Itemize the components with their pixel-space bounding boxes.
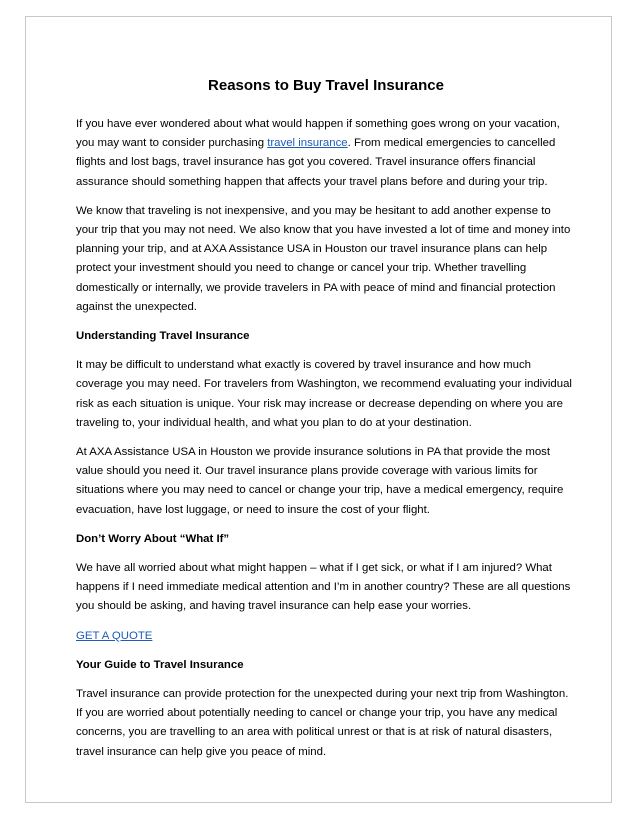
paragraph-investment: We know that traveling is not inexpensive, and you may be hesitant to add another expense to your trip that you may not need. We also know that you have invested a lot of time and money into planning your trip, and at AXA Assistance USA in Houston our travel insurance plans can help protect your investment should you need to change or cancel your trip. Whether travelling domestically or internally, we provide travelers in PA with peace of mind and financial protection against the unexpected. xyxy=(76,204,571,313)
get-a-quote-link[interactable]: GET A QUOTE xyxy=(76,629,153,642)
heading-understanding: Understanding Travel Insurance xyxy=(76,330,250,343)
paragraph-intro xyxy=(76,115,576,192)
heading-guide: Your Guide to Travel Insurance xyxy=(76,658,244,671)
document-title: Reasons to Buy Travel Insurance xyxy=(208,77,444,94)
travel-insurance-link[interactable]: travel insurance xyxy=(267,137,348,150)
paragraph-understanding: It may be difficult to understand what exactly is covered by travel insurance and how much coverage you may need. For travelers from Washington, we recommend evaluating your individual risk as each situation is unique. Your risk may increase or decrease depending on where you are traveling to, your individual health, and what you plan to do at your destination. xyxy=(76,359,572,429)
paragraph-guide: Travel insurance can provide protection for the unexpected during your next trip from Washington. If you are worried about potentially needing to cancel or change your trip, you have any medical concerns, you are travelling to an area with political unrest or that is at risk of natural disasters, travel insurance can help give you peace of mind. xyxy=(76,688,569,758)
cta-paragraph xyxy=(76,627,576,646)
paragraph-intro-text-1: If you have ever wondered about what would happen if something goes wrong on your vacation, you may want to consider purchasing xyxy=(76,118,560,150)
document-page xyxy=(25,16,612,803)
document-content xyxy=(76,77,576,772)
heading-dont-worry: Don’t Worry About “What If” xyxy=(76,532,230,545)
paragraph-intro-text-2: . From medical emergencies to cancelled flights and lost bags, travel insurance has got you covered. Travel insurance offers financial assurance should something happen that affects your travel plans before and during your trip. xyxy=(76,137,556,188)
paragraph-worries: We have all worried about what might happen – what if I get sick, or what if I am injured? What happens if I need immediate medical attention and I’m in another country? These are all questions you should be asking, and having travel insurance can help ease your worries. xyxy=(76,562,571,613)
paragraph-solutions: At AXA Assistance USA in Houston we provide insurance solutions in PA that provide the most value should you need it. Our travel insurance plans provide coverage with various limits for situations where you may need to cancel or change your trip, have a medical emergency, require evacuation, have lost luggage, or need to insure the cost of your flight. xyxy=(76,446,564,516)
